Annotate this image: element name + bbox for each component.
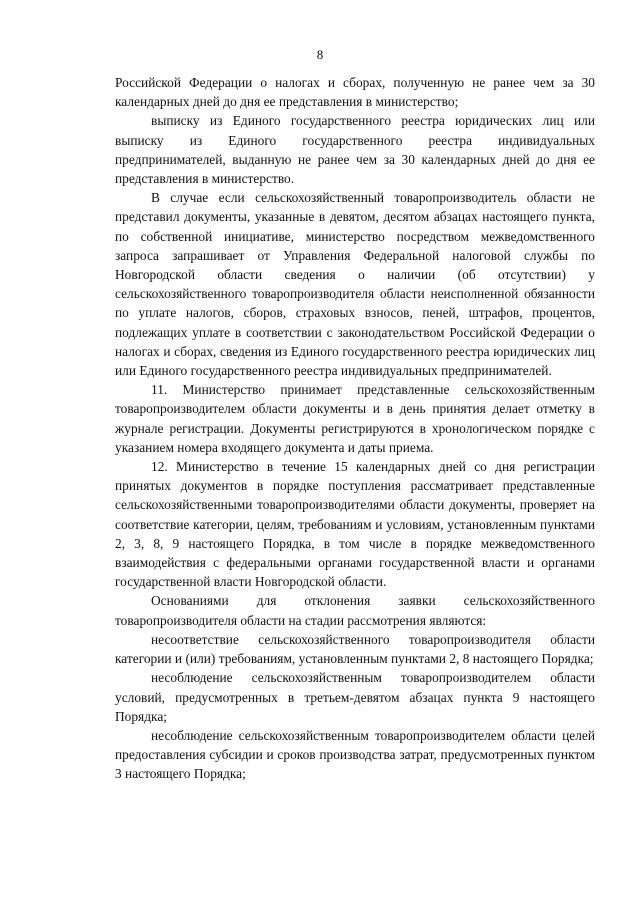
paragraph-ground-category-mismatch: несоответствие сельскохозяйственного товаропроизводителя области категории и (или) требованиям, установленным пунктами 2, 8 настоящего Порядка; — [115, 631, 595, 667]
paragraph-registry-extract: выписку из Единого государственного реестра юридических лиц или выписку из Единого государственного реестра индивидуальных предпринимателей, выданную не ранее чем за 30 календарных дней до дня ее представления в министерство. — [115, 113, 595, 187]
paragraph-interagency-request: В случае если сельскохозяйственный товаропроизводитель области не представил документы, указанные в девятом, десятом абзацах настоящего пункта, по собственной инициативе, министерство посредством межведомственного запроса запрашивает от Управления Федеральной налоговой службы по Новгородской области сведения о наличии (об отсутствии) у сельскохозяйственного товаропроизводителя области неисполненной обязанности по уплате налогов, сборов, страховых взносов, пеней, штрафов, процентов, подлежащих уплате в соответствии с законодательством Российской Федерации о налогах и сборах, сведения из Единого государственного реестра юридических лиц или Единого государственного реестра индивидуальных предпринимателей. — [115, 190, 595, 379]
paragraph-ground-goals: несоблюдение сельскохозяйственным товаропроизводителем области целей предоставления субсидии и сроков производства затрат, предусмотренных пунктом 3 настоящего Порядка; — [115, 727, 595, 782]
paragraph-rejection-grounds: Основаниями для отклонения заявки сельскохозяйственного товаропроизводителя области на стадии рассмотрения являются: — [115, 593, 595, 628]
paragraph-tax-certificate-continuation: Российской Федерации о налогах и сборах, полученную не ранее чем за 30 календарных дней до дня ее представления в министерство; — [115, 75, 595, 110]
paragraph-ground-conditions: несоблюдение сельскохозяйственным товаропроизводителем области условий, предусмотренных в третьем-девятом абзацах пункта 9 настоящего Порядка; — [115, 670, 595, 724]
page-number: 8 — [316, 47, 324, 62]
document-body — [115, 73, 595, 784]
paragraph-item-11: 11. Министерство принимает представленные сельскохозяйственным товаропроизводителем области документы и в день принятия делает отметку в журнале регистрации. Документы регистрируются в хронологическом порядке с указанием номера входящего документа и даты приема. — [115, 382, 595, 455]
paragraph-item-12: 12. Министерство в течение 15 календарных дней со дня регистрации принятых документов в порядке поступления рассматривает представленные сельскохозяйственными товаропроизводителями области документы, проверяет на соответствие категории, целям, требованиям и условиям, установленным пунктами 2, 3, 8, 9 настоящего Порядка, в том числе в порядке межведомственного взаимодействия с федеральными органами государственной власти и органами государственной власти Новгородской области. — [115, 459, 595, 590]
